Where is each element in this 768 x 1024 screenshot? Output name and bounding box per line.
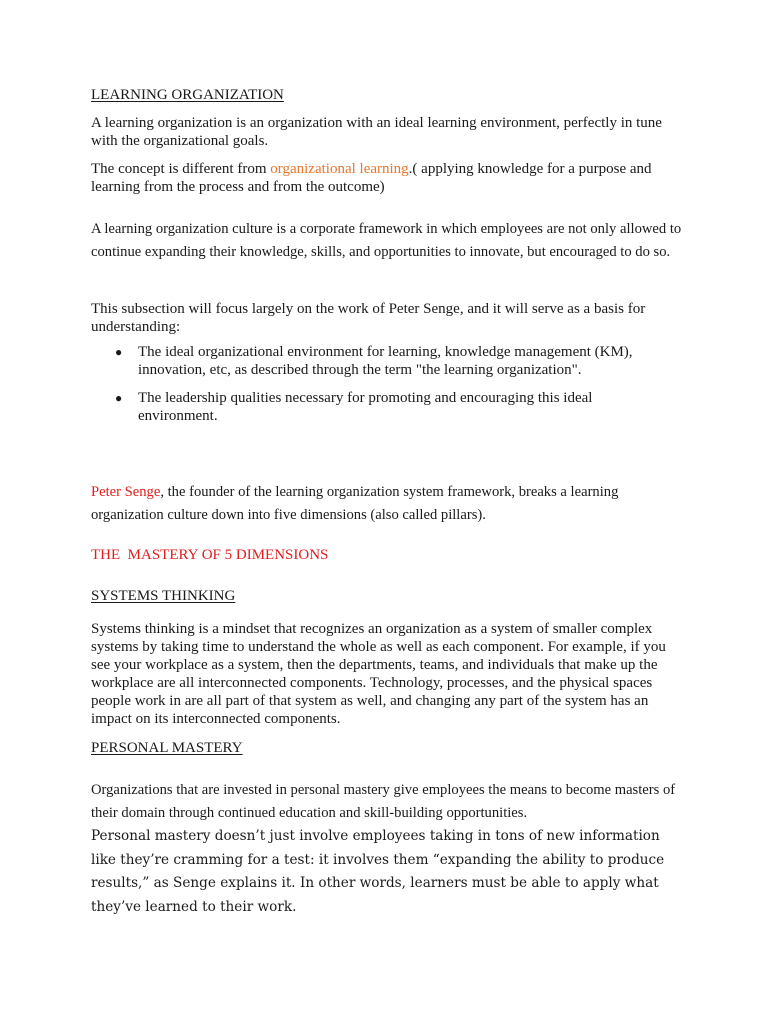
personal-mastery-paragraph-2: Personal mastery doesn’t just involve employees taking in tons of new information like they’re cramming for a test: it involves them “expanding the ability to produce results,” as Senge explains it. In other words, learners must be able to apply what they’ve learned to their work. [91, 828, 665, 915]
concept-suffix: .( applying knowledge for a purpose and learning from the process and from the outcome) [91, 161, 652, 195]
peter-senge-link[interactable]: Peter Senge [91, 484, 161, 500]
bullet-icon: ● [115, 391, 123, 405]
concept-prefix: The concept is different from [91, 161, 271, 177]
list-item-text: The leadership qualities necessary for promoting and encouraging this ideal environment. [138, 390, 593, 424]
systems-thinking-heading: SYSTEMS THINKING [91, 588, 236, 604]
subsection-paragraph: This subsection will focus largely on the work of Peter Senge, and it will serve as a basis for understanding: [91, 301, 646, 335]
list-item [115, 389, 655, 425]
senge-rest: , the founder of the learning organization system framework, breaks a learning organization culture down into five dimensions (also called pillars). [91, 484, 619, 523]
list-item-text: The ideal organizational environment for learning, knowledge management (KM), innovation, etc, as described through the term "the learning organization". [138, 344, 633, 378]
bullet-icon: ● [115, 345, 123, 359]
bullet-list [115, 343, 655, 435]
intro-paragraph: A learning organization is an organization with an ideal learning environment, perfectly in tune with the organizational goals. [91, 115, 662, 149]
personal-mastery-paragraph-1: Organizations that are invested in personal mastery give employees the means to become masters of their domain through continued education and skill-building opportunities. [91, 782, 676, 821]
organizational-learning-link[interactable]: organizational learning [270, 161, 409, 177]
concept-paragraph [91, 160, 683, 196]
list-item [115, 343, 655, 379]
systems-thinking-paragraph: Systems thinking is a mindset that recognizes an organization as a system of smaller complex systems by taking time to understand the whole as well as each component. For example, if you see your workplace as a system, then the departments, teams, and individuals that make up the workplace are all interconnected components. Technology, processes, and the physical spaces people work in are all part of that system as well, and changing any part of the system has an impact on its interconnected components. [91, 621, 666, 727]
doc-title: LEARNING ORGANIZATION [91, 87, 284, 103]
culture-paragraph: A learning organization culture is a corporate framework in which employees are not only allowed to continue expanding their knowledge, skills, and opportunities to innovate, but encouraged to do so. [91, 221, 682, 260]
senge-paragraph [91, 481, 683, 527]
mastery-heading: THE MASTERY OF 5 DIMENSIONS [91, 547, 329, 563]
personal-mastery-heading: PERSONAL MASTERY [91, 740, 243, 756]
